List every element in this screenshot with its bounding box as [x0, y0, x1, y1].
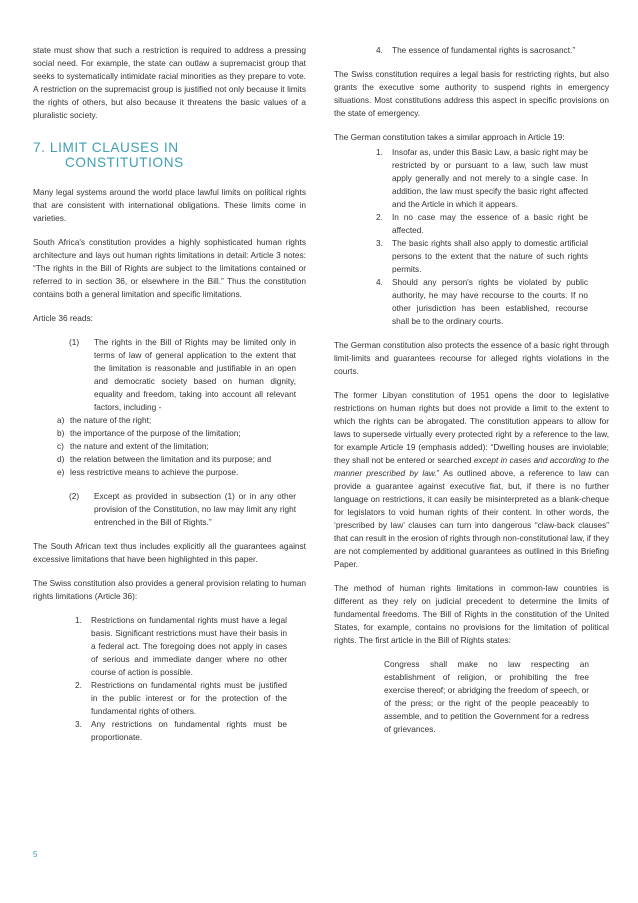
item-number: b) [57, 428, 65, 438]
list-item [57, 466, 295, 479]
clause-number: (1) [69, 337, 80, 347]
list-item [75, 614, 287, 679]
page-number: 5 [33, 850, 38, 859]
list-item [75, 718, 287, 744]
article-36-clause-2 [71, 490, 296, 529]
clause-text: The rights in the Bill of Rights may be limited only in terms of law of general application to the extent that the limitation is reasonable and justifiable in an open and democratic society based on human dignity, equality and freedom, taking into account all relevant factors, including - [94, 337, 296, 412]
item-text: In no case may the essence of a basic right be affected. [392, 212, 588, 235]
clause-number: (2) [69, 491, 80, 501]
article-36-clause-1 [71, 336, 296, 414]
german-paragraph: The German constitution takes a similar approach in Article 19: [334, 132, 565, 142]
item-text: the nature and extent of the limitation; [70, 441, 209, 451]
list-item [376, 237, 588, 276]
article-36-intro: Article 36 reads: [33, 313, 93, 323]
list-item [57, 414, 295, 427]
item-number: a) [57, 415, 65, 425]
item-number: e) [57, 467, 65, 477]
article-36-text [33, 336, 306, 529]
list-item [376, 146, 588, 211]
heading-line-1: 7. LIMIT CLAUSES IN [33, 140, 179, 155]
libya-emphasis: except in cases and according to the manner prescribed by law. [334, 455, 609, 478]
item-number: 2. [75, 680, 82, 690]
item-text: The essence of fundamental rights is sacrosanct.” [392, 45, 576, 55]
item-text: the nature of the right; [70, 415, 152, 425]
common-law-paragraph: The method of human rights limitations in common-law countries is different as they rely on judicial precedent to determine the limits of fundamental freedoms. The Bill of Rights in the constitution of the United States, for example, contains no provisions for the limitation of political rights. The first article in the Bill of Rights states: [334, 583, 609, 645]
item-text: Restrictions on fundamental rights must be justified in the public interest or for the protection of the fundamental rights of others. [91, 680, 287, 716]
list-item [376, 276, 588, 328]
swiss-paragraph: The Swiss constitution also provides a general provision relating to human rights limitations (Article 36): [33, 578, 306, 601]
south-african-text-paragraph: The South African text thus includes explicitly all the guarantees against excessive limitations that have been highlighted in this paper. [33, 541, 306, 564]
item-number: 4. [376, 45, 383, 55]
libya-text-1: The former Libyan constitution of 1951 opens the door to legislative restrictions on human rights but does not provide a limit to the extent to which the rights can be abrogated. The constitution appears to allow for laws to supersede virtually every protected right by a reference to the law, for example Article 19 (emphasis added): “Dwelling houses are inviolable; they shall not be entered or searched [334, 390, 609, 465]
libyan-constitution-paragraph [334, 389, 609, 571]
list-item [376, 211, 588, 237]
clause-text: Except as provided in subsection (1) or in any other provision of the Constitution, no law may limit any right entrenched in the Bill of Rights.” [94, 491, 296, 527]
item-text: Any restrictions on fundamental rights must be proportionate. [91, 719, 287, 742]
left-column [33, 44, 306, 755]
section-heading [33, 140, 306, 170]
item-text: less restrictive means to achieve the purpose. [70, 467, 239, 477]
first-amendment-quote: Congress shall make no law respecting an establishment of religion, or prohibiting the free exercise thereof; or abridging the freedom of speech, or of the press; or the right of the people peaceably to assemble, and to petition the Government for a redress of grievances. [384, 659, 589, 734]
item-number: 4. [376, 277, 383, 287]
intro-paragraph: state must show that such a restriction is required to address a pressing social need. For example, the state can outlaw a supremacist group that seeks to systematically intimidate racial minorities as they prepare to vote. A restriction on the supremacist group is justified not only because it limits the rights of others, but also because it threatens the basic values of a pluralistic society. [33, 45, 306, 120]
item-number: 3. [75, 719, 82, 729]
item-number: d) [57, 454, 65, 464]
item-text: Restrictions on fundamental rights must have a legal basis. Significant restrictions must have their basis in a federal act. The foregoing does not apply in cases of serious and immediate danger where no other course of action is possible. [91, 615, 287, 677]
item-text: Should any person's rights be violated by public authority, he may have recourse to the courts. If no other jurisdiction has been established, recourse shall be to the ordinary courts. [392, 277, 588, 326]
item-text: the importance of the purpose of the limitation; [70, 428, 241, 438]
list-item [57, 440, 295, 453]
item-number: 1. [376, 147, 383, 157]
item-number: 3. [376, 238, 383, 248]
libya-text-2: ” As outlined above, a reference to law can provide a guarantee against executive fiat, but, if there is no further language on restrictions, it can easily be misinterpreted as a blank-cheque for legislators to void human rights of their content. In other words, the ‘prescribed by law’ clauses can turn into dangerous “claw-back clauses” that can result in the erosion of rights through non-constitutional law, if they are not complemented by additional guarantees as outlined in this Briefing Paper. [334, 468, 609, 569]
item-text: Insofar as, under this Basic Law, a basic right may be restricted by or pursuant to a law, such law must apply generally and not merely to a single case. In addition, the law must specify the basic right affected and the Article in which it appears. [392, 147, 588, 209]
item-number: c) [57, 441, 64, 451]
item-text: the relation between the limitation and its purpose; and [70, 454, 272, 464]
list-item [57, 427, 295, 440]
heading-line-2: CONSTITUTIONS [65, 155, 184, 170]
article-36-sub-items [49, 414, 306, 479]
item-text: The basic rights shall also apply to domestic artificial persons to the extent that the nature of such rights permits. [392, 238, 588, 274]
swiss-legal-basis-paragraph: The Swiss constitution requires a legal basis for restricting rights, but also grants the executive some authority to suspend rights in emergency situations. Most constitutions address this aspect in specific provisions on the state of emergency. [334, 69, 609, 118]
item-number: 2. [376, 212, 383, 222]
swiss-article-36-list [33, 614, 287, 744]
item-number: 1. [75, 615, 82, 625]
legal-systems-paragraph: Many legal systems around the world place lawful limits on political rights that are consistent with international obligations. These limits come in varieties. [33, 187, 306, 223]
list-item [75, 679, 287, 718]
swiss-list-continued [334, 44, 588, 57]
south-africa-paragraph: South Africa's constitution provides a highly sophisticated human rights architecture and lays out human rights limitations in detail: Article 3 notes: “The rights in the Bill of Rights are subject to the limitations contained or referred to in section 36, or elsewhere in the Bill.” Thus the constitution contains both a general limitation and specific limitations. [33, 237, 306, 299]
german-article-19-list [334, 146, 588, 328]
list-item [57, 453, 295, 466]
german-protects-paragraph: The German constitution also protects the essence of a basic right through limit-limits and guarantees recourse for alleged rights violations in the courts. [334, 340, 609, 376]
right-column [334, 44, 609, 736]
list-item [376, 44, 588, 57]
